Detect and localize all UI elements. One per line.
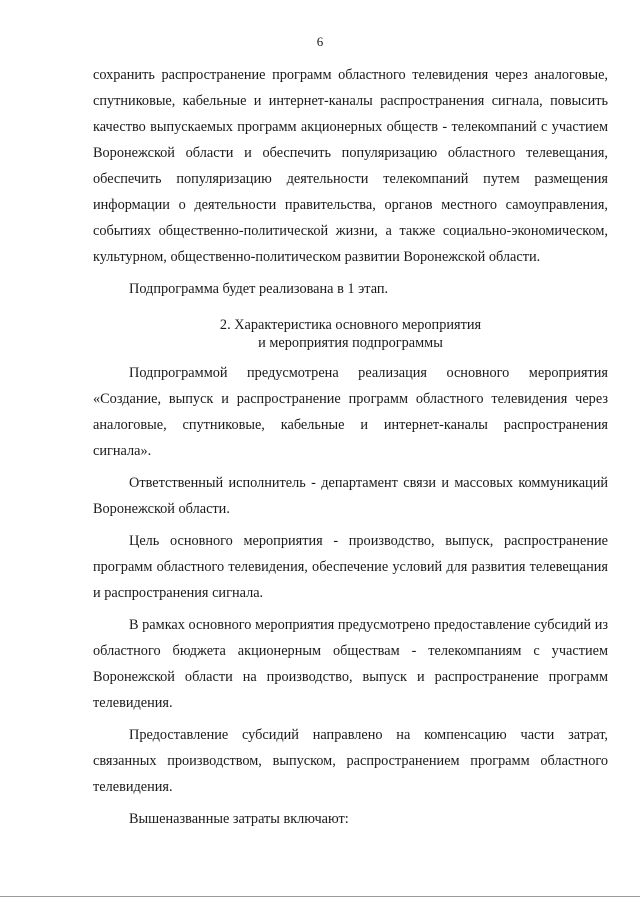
paragraph-main-activity: Подпрограммой предусмотрена реализация основного мероприятия «Создание, выпуск и распространение программ областного телевидения через аналоговые, спутниковые, кабельные и интернет-каналы распространения сигнала». [93, 365, 608, 459]
paragraph-subsidies: В рамках основного мероприятия предусмотрено предоставление субсидий из областного бюджета акционерным обществам - телекомпаниям с участием Воронежской области на производство, выпуск и распространение программ телевидения. [93, 617, 608, 711]
section-heading [93, 316, 608, 352]
paragraph-goal: Цель основного мероприятия - производство, выпуск, распространение программ областного телевидения, обеспечение условий для развития телевещания и распространения сигнала. [93, 533, 608, 601]
paragraph-costs-intro: Вышеназванные затраты включают: [129, 811, 349, 827]
paragraph-responsible: Ответственный исполнитель - департамент связи и массовых коммуникаций Воронежской области. [93, 475, 608, 517]
section-heading-line-2: и мероприятия подпрограммы [258, 335, 443, 351]
paragraph-compensation: Предоставление субсидий направлено на компенсацию части затрат, связанных производством, выпуском, распространением программ областного телевидения. [93, 727, 608, 795]
page-number: 6 [316, 34, 324, 49]
paragraph-stages: Подпрограмма будет реализована в 1 этап. [129, 281, 389, 297]
paragraph-continuation: сохранить распространение программ областного телевидения через аналоговые, спутниковые, кабельные и интернет-каналы распространения сигнала, повысить качество выпускаемых программ акционерных обществ - телекомпаний с участием Воронежской области и обеспечить популяризацию областного телевещания, обеспечить популяризацию деятельности телекомпаний путем размещения информации о деятельности правительства, органов местного самоуправления, событиях общественно-политической жизни, а также социально-экономическом, культурном, общественно-политическом развитии Воронежской области. [93, 67, 608, 265]
bottom-scan-edge [0, 896, 640, 897]
document-body [93, 62, 608, 832]
section-heading-line-1: 2. Характеристика основного мероприятия [219, 317, 482, 333]
